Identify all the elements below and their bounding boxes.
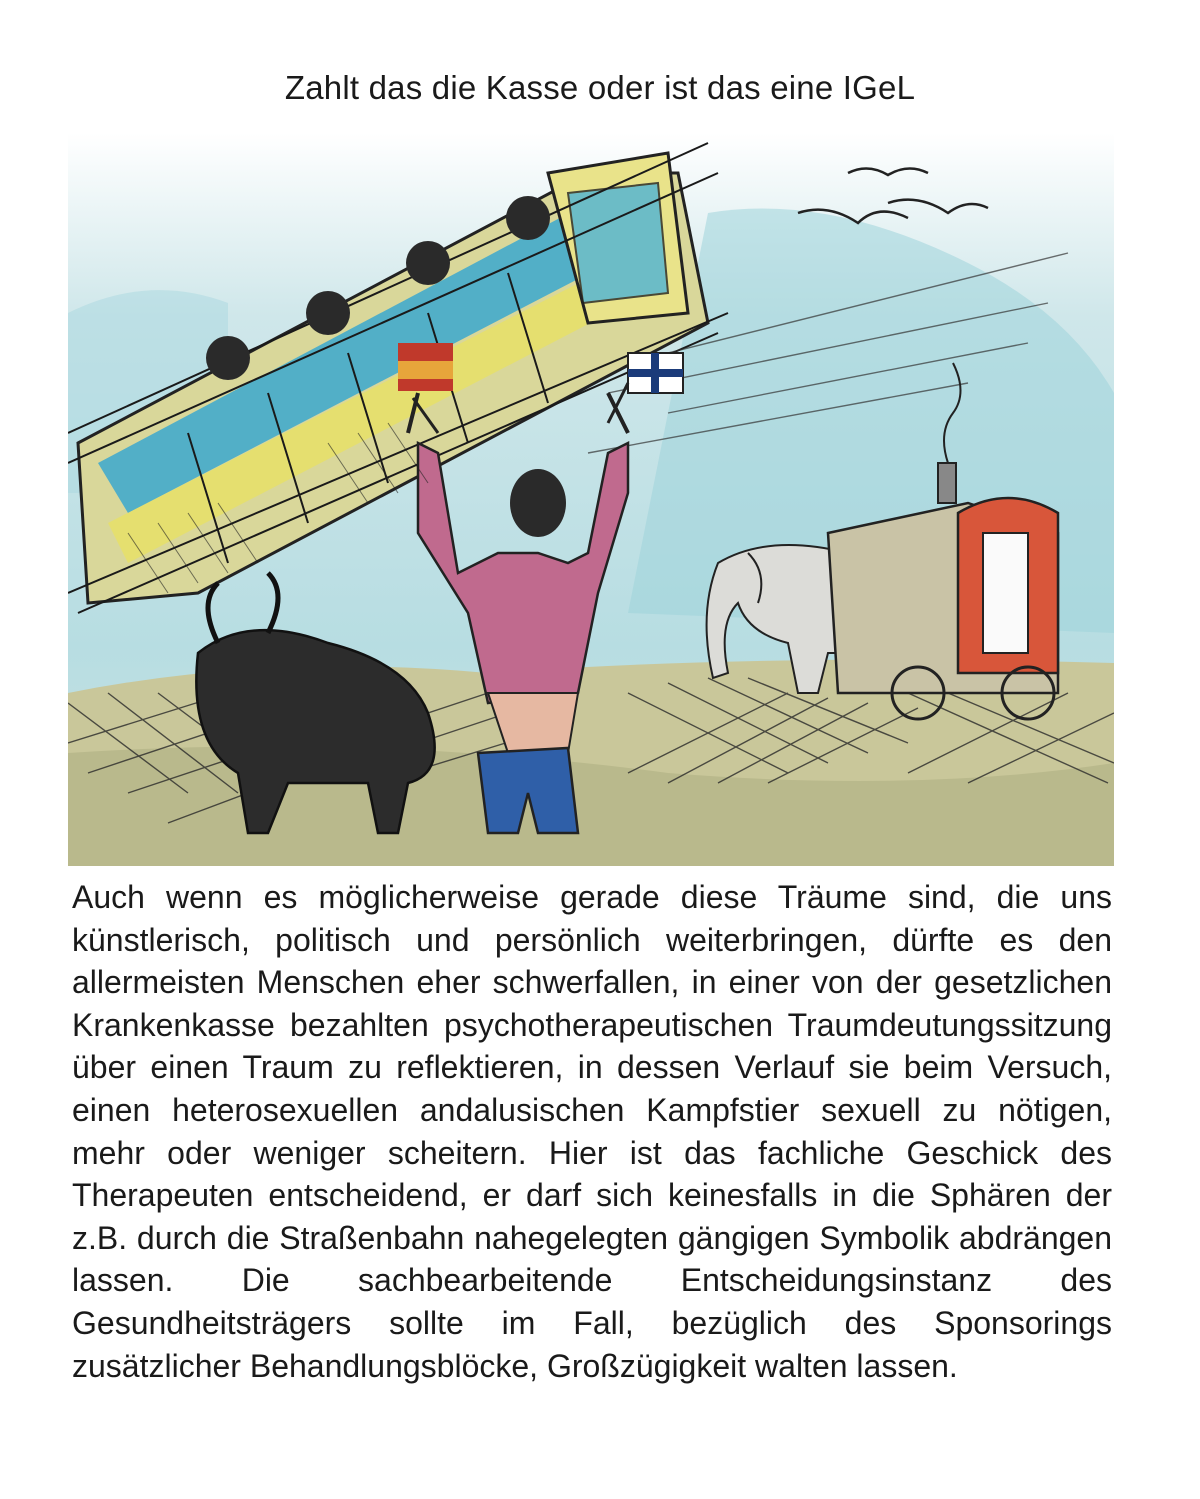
page-title: Zahlt das die Kasse oder ist das eine IGeL [284, 69, 916, 106]
illustration [68, 133, 1114, 866]
body-paragraph: Auch wenn es möglicherweise gerade diese Träume sind, die uns künstlerisch, politisch und persönlich weiterbringen, dürfte es den allermeisten Menschen eher schwerfallen, in einer von der gesetzlichen Krankenkasse bezahlten psychotherapeutischen Traumdeutungssitzung über einen Traum zu reflektieren, in dessen Verlauf sie beim Versuch, einen heterosexuellen andalusischen Kampfstier sexuell zu nötigen, mehr oder weniger scheitern. Hier ist das fachliche Geschick des Therapeuten entscheidend, er darf sich keinesfalls in die Sphären der z.B. durch die Straßenbahn nahegelegten gängigen Symbolik abdrängen lassen. Die sachbearbeitende Entscheidungsinstanz des Gesundheitsträgers sollte im Fall, bezüglich des Sponsorings zusätzlicher Behandlungsblöcke, Großzügigkeit walten lassen. [72, 879, 1112, 1384]
